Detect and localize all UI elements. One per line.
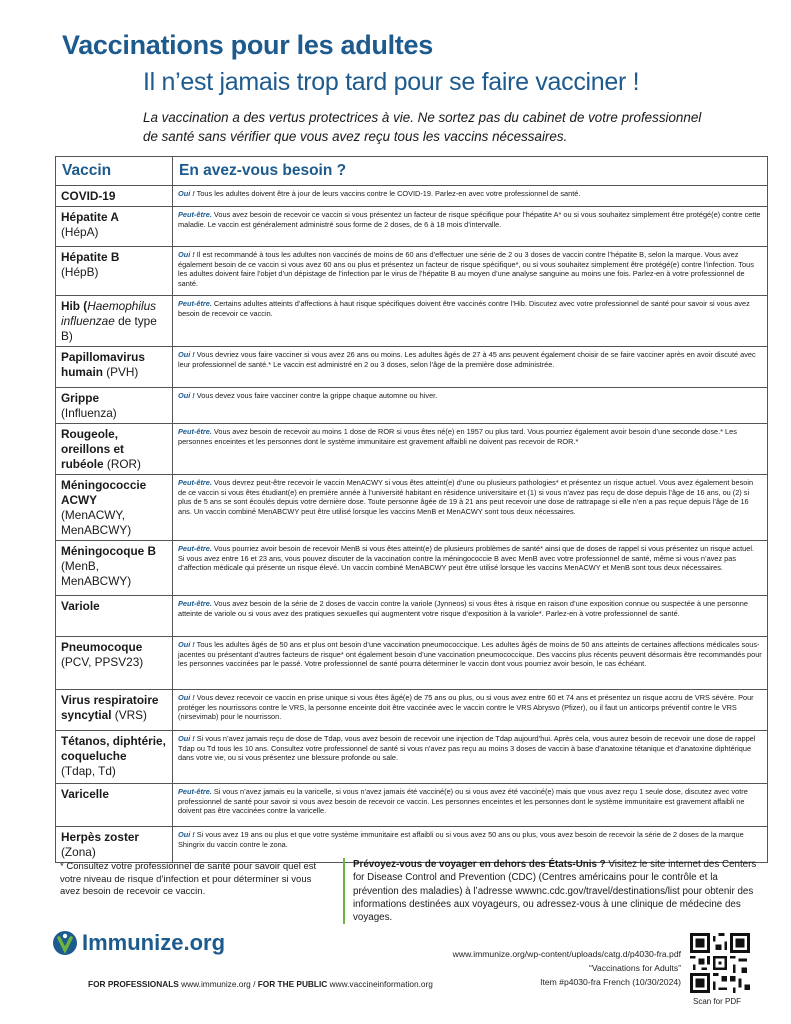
vaccine-name-cell — [56, 637, 173, 690]
vaccine-name-cell — [56, 784, 173, 827]
answer-label: Oui ! — [178, 734, 195, 743]
vaccine-need-cell — [173, 347, 768, 388]
doc-title: “Vaccinations for Adults” — [588, 963, 681, 973]
intro-line: de santé sans vérifier que vous avez reçu tous les vaccins nécessaires. — [143, 129, 568, 144]
need-text: Vous devrez peut-être recevoir le vaccin MenACWY si vous êtes atteint(e) d’une ou plusieurs pathologies* et présentez un risque actuel. Vous avez également besoin de ce vaccin si vous êtes étudiant(e) en première année à l’université habitant en résidence universitaire et (1) si vous n’avez pas reçu de dose depuis l’âge de 16 ans, ou (2) si plus de 5 ans se sont écoulés depuis votre dernière dose. Toute personne âgée de 19 à 21 ans peut recevoir une dose de rattrapage si elle n’en a pas reçue depuis l’âge de 16 ans. Un vaccin combiné MenABCWY peut être utilisé lorsque les vaccins MenB et MenACWY sont tous deux nécessaires. — [178, 478, 754, 516]
table-row — [56, 388, 768, 424]
link-separator: / — [253, 979, 256, 989]
qr-code-icon[interactable] — [690, 933, 750, 993]
need-text: Vous pourriez avoir besoin de recevoir MenB si vous êtes atteint(e) de plusieurs problèmes de santé* ainsi que de doses de rappel si vous présentez un risque actuel. Si vous avez entre 16 et 23 ans, vous pouvez discuter de la vaccination contre la méningococcie B avec MenB avec votre professionnel de santé, même si vous n’avez pas d’affection médicale qui présente un risque élevé. Un vaccin combiné MenABCWY peut être utilisé lorsque les vaccins MenACWY et MenB sont tous deux nécessaires. — [178, 544, 754, 573]
vaccine-table — [55, 156, 768, 863]
need-text: Si vous n’avez jamais eu la varicelle, si vous n’avez jamais été vacciné(e) ou si vous avez été vacciné(e) mais que vous avez reçu 1 seule dose, discutez avec votre professionnel de santé pour savoir si vous avez besoin de recevoir ce vaccin. Les personnes enceintes et les personnes dont le système immunitaire est gravement affaibli ne doivent pas être vaccinées contre la varicelle. — [178, 787, 748, 816]
vaccine-name-cell — [56, 347, 173, 388]
vaccine-need-cell — [173, 784, 768, 827]
vaccine-abbrev: (VRS) — [114, 708, 147, 722]
travel-note — [343, 858, 758, 924]
vaccine-name-cell — [56, 596, 173, 637]
table-row — [56, 424, 768, 475]
vaccine-name: COVID-19 — [61, 189, 116, 203]
table-row — [56, 186, 768, 207]
vaccine-name-cell — [56, 424, 173, 475]
answer-label: Peut-être. — [178, 427, 212, 436]
answer-label: Oui ! — [178, 350, 195, 359]
column-header-need: En avez-vous besoin ? — [173, 157, 768, 186]
vaccine-name: Variole — [61, 599, 100, 613]
need-text: Certains adultes atteints d’affections à haut risque spécifiques doivent être vaccinés contre l’Hib. Discutez avec votre professionnel de santé pour savoir si vous avez besoin de recevoir ce vaccin. — [178, 299, 750, 318]
vaccine-need-cell — [173, 296, 768, 347]
intro-line: La vaccination a des vertus protectrices à vie. Ne sortez pas du cabinet de votre professionnel — [143, 110, 702, 125]
table-row — [56, 731, 768, 784]
immunize-logo-icon — [52, 930, 78, 956]
vaccine-name-cell — [56, 388, 173, 424]
need-text: Vous devez vous faire vacciner contre la grippe chaque automne ou hiver. — [196, 391, 438, 400]
table-row — [56, 596, 768, 637]
travel-text: Visitez le site internet des Centers for Disease Control and Prevention (CDC) (Centres américains pour le contrôle et la prévention des maladies) à l’adresse wwwnc.cdc.gov/travel/destinations/list pour obtenir des informations destinées aux voyageurs, ou adressez-vous à une clinique de médecine des voyages. — [353, 859, 757, 924]
pro-link[interactable]: www.immunize.org — [181, 979, 251, 989]
vaccine-name: Méningocoque B — [61, 544, 157, 558]
answer-label: Peut-être. — [178, 544, 212, 553]
footer-links — [88, 979, 433, 989]
need-text: Vous avez besoin de recevoir ce vaccin si vous présentez un facteur de risque spécifique pour l’hépatite A* ou si vous souhaitez simplement être protégé(e) contre cette maladie. Le vaccin est généralement administré sous forme de 2 doses, de 6 à 18 mois d’intervalle. — [178, 210, 761, 229]
vaccine-abbrev: (ROR) — [106, 457, 141, 471]
pdf-url[interactable]: www.immunize.org/wp-content/uploads/catg.d/p4030-fra.pdf — [452, 949, 681, 959]
vaccine-name-rest: de type B) — [61, 314, 157, 343]
need-text: Si vous avez 19 ans ou plus et que votre système immunitaire est affaibli ou si vous avez 50 ans ou plus, vous avez besoin de recevoir la série de 2 doses de la marque Shingrix du vaccin contre le zona. — [178, 830, 744, 849]
answer-label: Oui ! — [178, 830, 195, 839]
vaccine-need-cell — [173, 690, 768, 731]
vaccine-name: Hépatite B — [61, 250, 120, 264]
table-row — [56, 541, 768, 596]
vaccine-name-cell — [56, 731, 173, 784]
vaccine-abbrev: (Tdap, Td) — [61, 764, 116, 778]
pro-label: FOR PROFESSIONALS — [88, 979, 179, 989]
need-text: Vous devez recevoir ce vaccin en prise unique si vous êtes âgé(e) de 75 ans ou plus, ou si vous avez entre 60 et 74 ans et présentez un risque accru de VRS sévère. Pour protéger les nourrissons contre le VRS, la personne enceinte doit être vaccinée avec le vaccin contre le VRS Abrysvo (Pfizer), ou il faut un anticorps préventif contre le VRS (nirsevimab) pour le nourrisson. — [178, 693, 754, 722]
item-number: Item #p4030-fra French (10/30/2024) — [540, 977, 681, 987]
answer-label: Oui ! — [178, 391, 195, 400]
need-text: Vous avez besoin de la série de 2 doses de vaccin contre la variole (Jynneos) si vous êtes à risque en raison d’une exposition connue ou suspectée à une personne atteinte de variole ou si vous avez des pratiques sexuelles qui augmentent votre risque d’exposition à la variole*. Parlez-en à votre professionnel de santé. — [178, 599, 748, 618]
table-row — [56, 347, 768, 388]
vaccine-need-cell — [173, 637, 768, 690]
vaccine-name-cell — [56, 690, 173, 731]
vaccine-name: Tétanos, diphtérie, coqueluche — [61, 734, 166, 763]
vaccine-need-cell — [173, 596, 768, 637]
answer-label: Peut-être. — [178, 299, 212, 308]
public-link[interactable]: www.vaccineinformation.org — [329, 979, 433, 989]
vaccine-need-cell — [173, 424, 768, 475]
vaccine-need-cell — [173, 207, 768, 247]
vaccine-need-cell — [173, 731, 768, 784]
vaccine-name: Grippe — [61, 391, 100, 405]
need-text: Vous avez besoin de recevoir au moins 1 dose de ROR si vous êtes né(e) en 1957 ou plus tard. Vous pourriez également avoir besoin d’une seconde dose.* Les personnes enceintes et les personnes dont le système immunitaire est gravement affaibli ne doivent pas recevoir de ROR.* — [178, 427, 737, 446]
table-row — [56, 475, 768, 541]
vaccine-abbrev: (PCV, PPSV23) — [61, 655, 144, 669]
table-row — [56, 296, 768, 347]
vaccine-need-cell — [173, 541, 768, 596]
table-row — [56, 637, 768, 690]
vaccine-name-cell — [56, 475, 173, 541]
table-row — [56, 784, 768, 827]
vaccine-name-italic: Haemophilus influenzae — [61, 299, 157, 328]
page-title: Vaccinations pour les adultes — [62, 30, 433, 60]
vaccine-abbrev: (MenB, MenABCWY) — [61, 559, 132, 588]
need-text: Vous devriez vous faire vacciner si vous avez 26 ans ou moins. Les adultes âgés de 27 à 45 ans peuvent également choisir de se faire vacciner après en avoir discuté avec leur professionnel de santé.* Le vaccin est administré en 2 ou 3 doses, selon l’âge de la première dose administrée. — [178, 350, 756, 369]
answer-label: Oui ! — [178, 250, 195, 259]
vaccine-name-cell — [56, 296, 173, 347]
document-meta — [453, 947, 681, 989]
vaccine-need-cell — [173, 475, 768, 541]
vaccine-name: Hib ( — [61, 299, 88, 313]
footnote: * Consultez votre professionnel de santé pour savoir quel est votre niveau de risque d’infection et pour déterminer si vous avez besoin de recevoir ce vaccin. — [60, 861, 317, 898]
vaccine-name: Virus respiratoire syncytial — [61, 693, 159, 722]
vaccine-name-cell — [56, 541, 173, 596]
table-header-row — [56, 157, 768, 186]
logo-text: Immunize.org — [82, 930, 226, 955]
vaccine-abbrev: (Influenza) — [61, 406, 117, 420]
vaccine-name-cell — [56, 247, 173, 296]
vaccine-abbrev: (HépA) — [61, 225, 99, 239]
need-text: Il est recommandé à tous les adultes non vaccinés de moins de 60 ans d’effectuer une série de 2 ou 3 doses de vaccin contre l’hépatite B, selon la marque. Vous avez également besoin de ce vaccin si vous avez 60 ans ou plus et présentez un facteur de risque spécifique*, ou si vous souhaitez simplement être protégé(e) contre l’infection. Tous les adultes doivent faire l’objet d’un dépistage de l’infection par le virus de l’hépatite B au moyen d’une analyse sanguine au moins une fois. Parlez-en à votre professionnel de santé. — [178, 250, 754, 288]
answer-label: Oui ! — [178, 693, 195, 702]
answer-label: Peut-être. — [178, 787, 212, 796]
answer-label: Oui ! — [178, 640, 195, 649]
vaccine-name-cell — [56, 207, 173, 247]
vaccine-name: Varicelle — [61, 787, 109, 801]
table-row — [56, 247, 768, 296]
need-text: Tous les adultes doivent être à jour de leurs vaccins contre le COVID-19. Parlez-en avec votre professionnel de santé. — [196, 189, 581, 198]
immunize-logo — [52, 930, 225, 956]
vaccine-need-cell — [173, 247, 768, 296]
vaccine-name-cell — [56, 186, 173, 207]
vaccine-name: Méningococcie ACWY — [61, 478, 147, 507]
table-row — [56, 207, 768, 247]
travel-lead: Prévoyez-vous de voyager en dehors des États-Unis ? — [353, 859, 606, 870]
vaccine-abbrev: (Zona) — [61, 845, 96, 859]
vaccine-name-cell — [56, 827, 173, 863]
column-header-vaccine: Vaccin — [56, 157, 173, 186]
table-row — [56, 690, 768, 731]
vaccine-abbrev: (PVH) — [106, 365, 139, 379]
vaccine-abbrev: (HépB) — [61, 265, 99, 279]
vaccine-name: Pneumocoque — [61, 640, 143, 654]
vaccine-name: Papillomavirus humain — [61, 350, 145, 379]
vaccine-name: Rougeole, oreillons et rubéole — [61, 427, 124, 471]
page-subtitle: Il n’est jamais trop tard pour se faire vacciner ! — [143, 68, 640, 96]
vaccine-need-cell — [173, 186, 768, 207]
scan-label: Scan for PDF — [693, 997, 742, 1006]
vaccine-name: Hépatite A — [61, 210, 119, 224]
vaccine-need-cell — [173, 388, 768, 424]
answer-label: Peut-être. — [178, 210, 212, 219]
need-text: Tous les adultes âgés de 50 ans et plus ont besoin d’une vaccination pneumococcique. Les adultes âgés de moins de 50 ans atteints de certaines affections médicales sous-jacentes ou présentant d’autres facteurs de risque* ont également besoin d’une vaccination pneumococcique. Des vaccins plus récents peuvent désormais être recommandés pour les personnes vaccinées par le passé. Votre professionnel de santé pourra déterminer le vaccin dont vous pourriez avoir besoin, le cas échéant. — [178, 640, 762, 669]
vaccine-abbrev: (MenACWY, MenABCWY) — [61, 508, 132, 537]
vaccine-name: Herpès zoster — [61, 830, 140, 844]
answer-label: Peut-être. — [178, 599, 212, 608]
answer-label: Oui ! — [178, 189, 195, 198]
need-text: Si vous n’avez jamais reçu de dose de Tdap, vous avez besoin de recevoir une injection de Tdap aujourd’hui. Après cela, vous aurez besoin de recevoir une dose de rappel Tdap ou Td tous les 10 ans. Consultez votre professionnel de santé si vous n’avez pas reçu au moins 3 doses de vaccin à base d’anatoxine tétanique et d’anatoxine diphtérique dans votre vie, ou si vous présentez une blessure profonde ou sale. — [178, 734, 756, 763]
intro-text — [143, 108, 753, 146]
public-label: FOR THE PUBLIC — [257, 979, 328, 989]
answer-label: Peut-être. — [178, 478, 212, 487]
